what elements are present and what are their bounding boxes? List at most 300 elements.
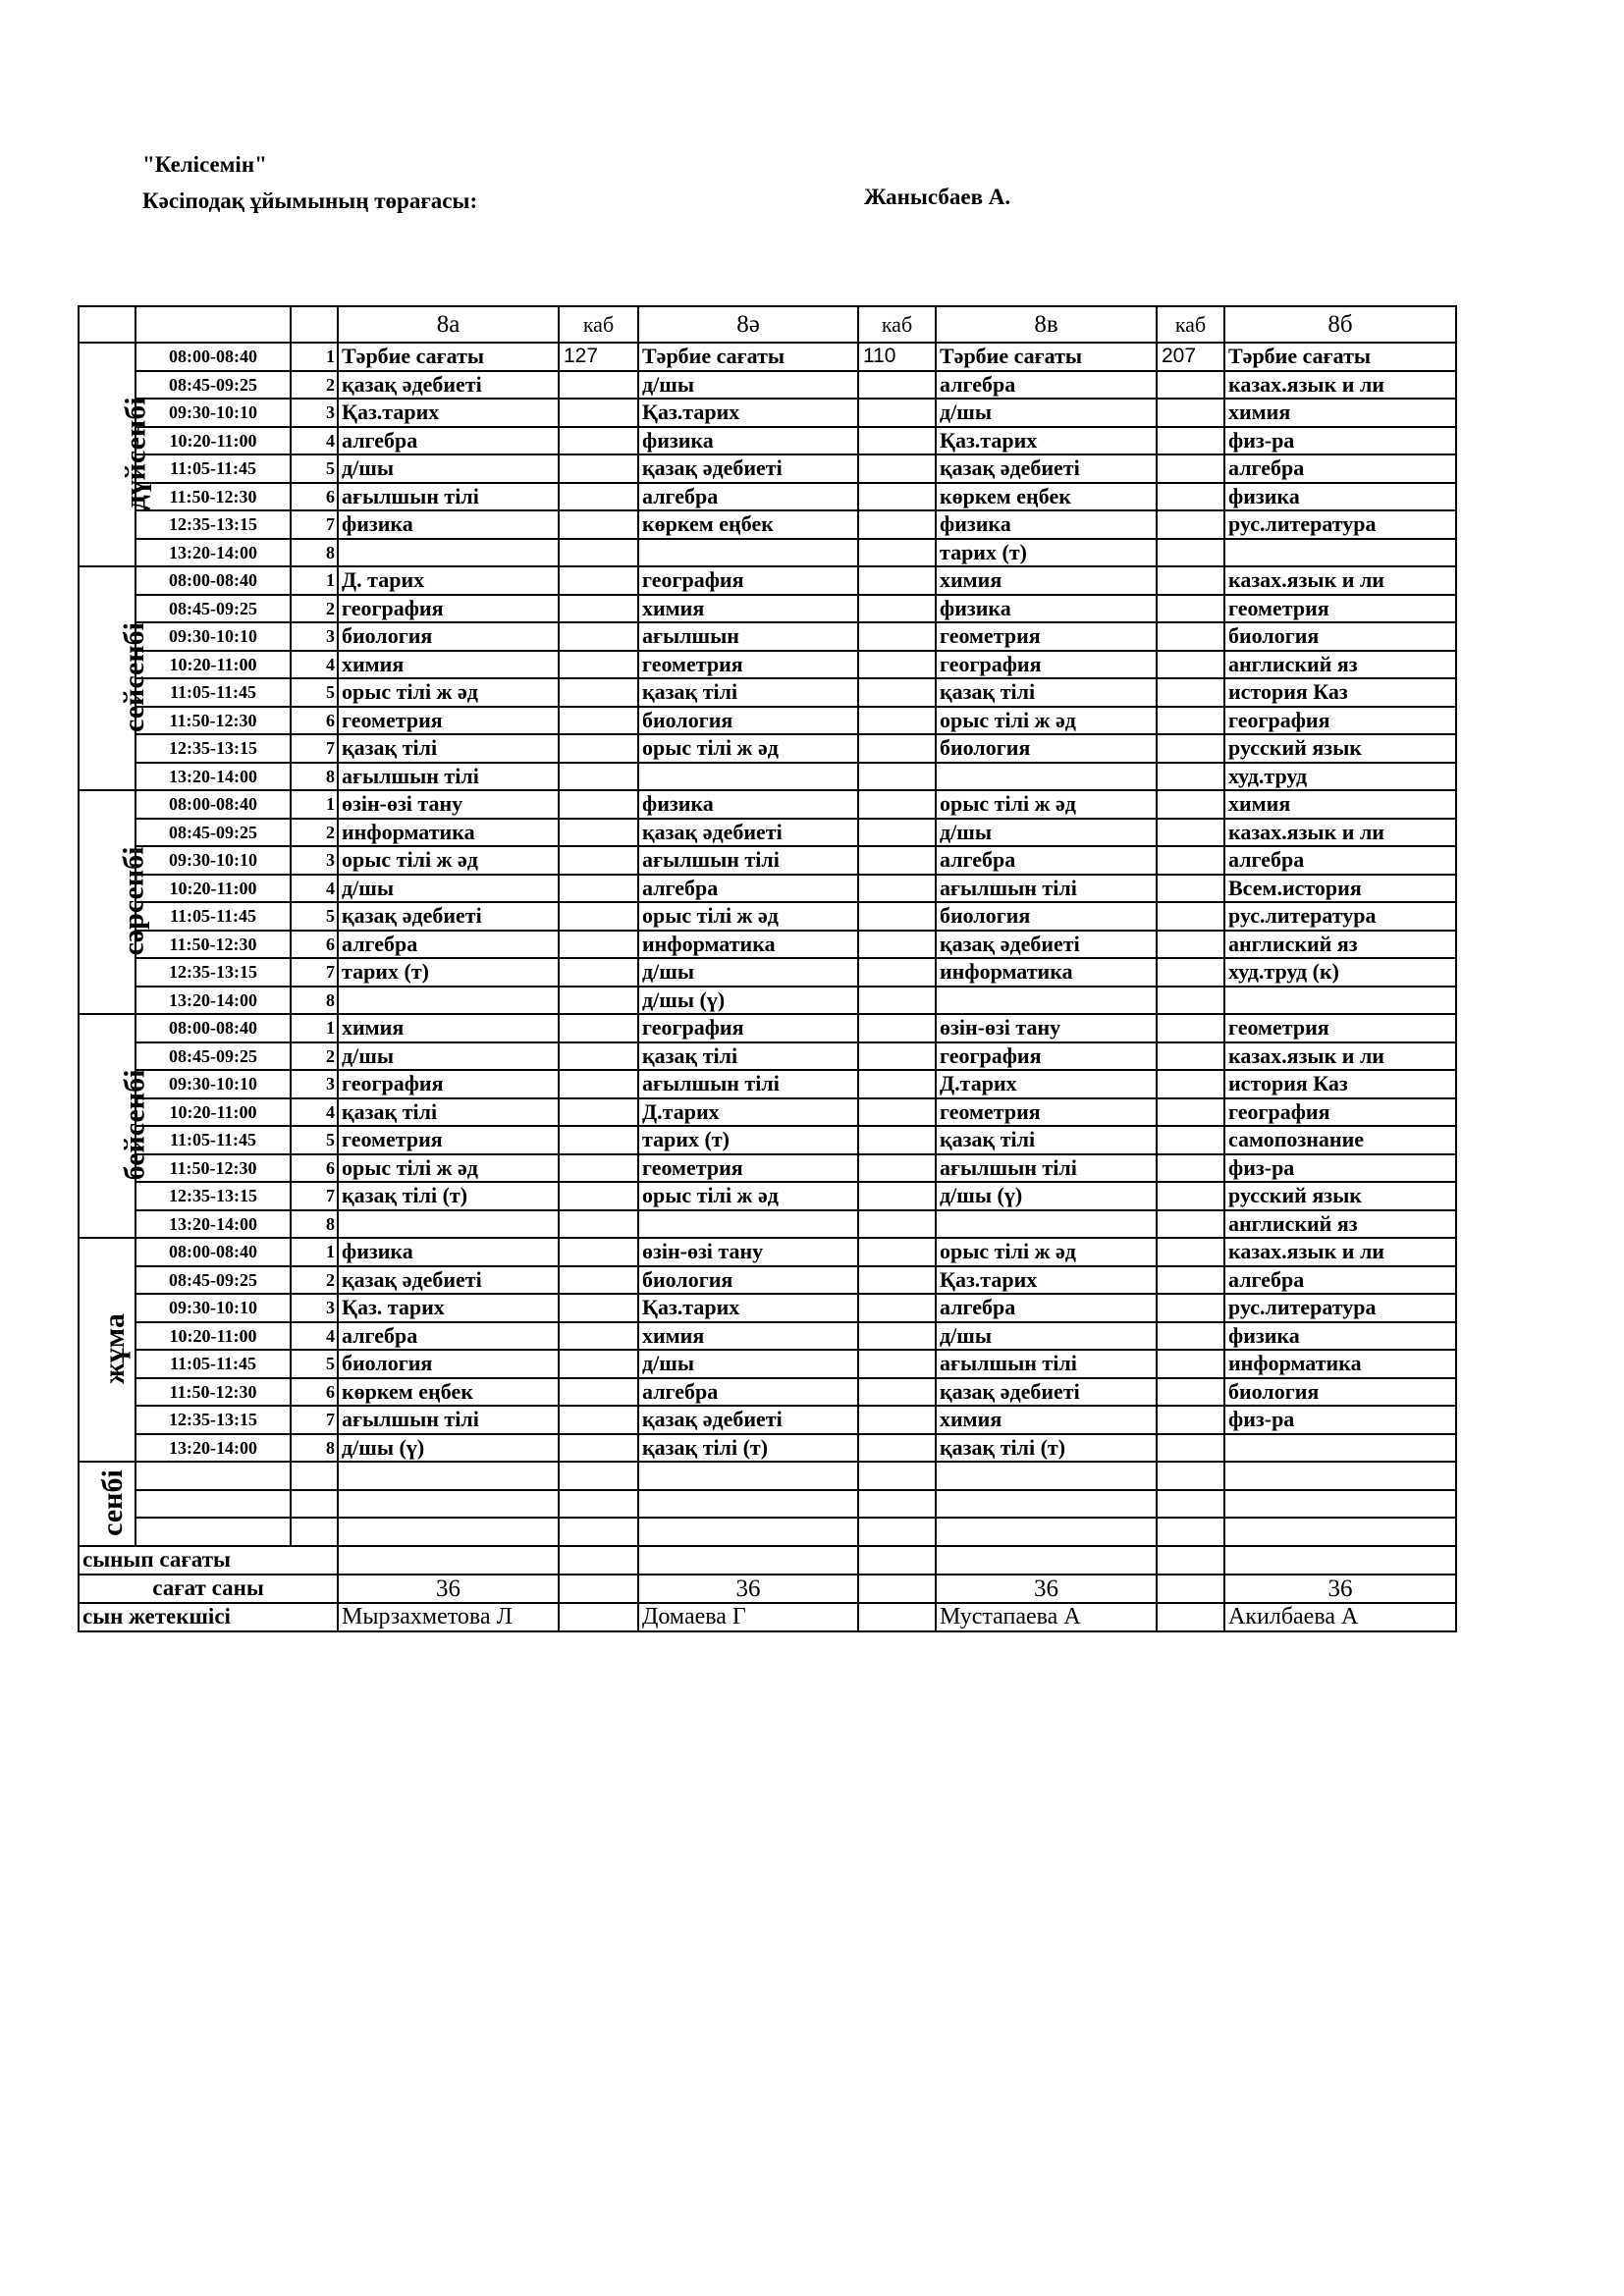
lesson-time: 08:45-09:25	[135, 1042, 291, 1071]
lesson-cell: қазақ тілі (т)	[338, 1182, 559, 1210]
room-cell	[559, 1182, 638, 1210]
room-cell	[858, 651, 936, 679]
room-cell	[559, 566, 638, 595]
empty-cell	[135, 1518, 291, 1546]
room-cell	[559, 510, 638, 539]
lesson-cell: Қаз.тарих	[638, 1294, 858, 1322]
lesson-row	[79, 622, 1456, 651]
room-cell	[559, 1014, 638, 1042]
lesson-cell: информатика	[936, 958, 1157, 987]
hours-count: 36	[638, 1575, 858, 1603]
room-cell	[858, 1266, 936, 1295]
lesson-cell: англиский яз	[1224, 931, 1456, 959]
room-cell	[858, 1126, 936, 1154]
room-cell	[858, 371, 936, 400]
hours-row	[79, 1575, 1456, 1603]
room-cell	[559, 846, 638, 875]
lesson-cell	[936, 763, 1157, 791]
hours-count: 36	[338, 1575, 559, 1603]
room-cell	[1157, 622, 1224, 651]
lesson-cell	[338, 987, 559, 1015]
lesson-row	[79, 707, 1456, 735]
room-cell	[559, 1266, 638, 1295]
room-cell	[559, 819, 638, 847]
room-cell	[559, 763, 638, 791]
empty-cell	[858, 1518, 936, 1546]
room-cell	[858, 707, 936, 735]
lesson-row	[79, 1294, 1456, 1322]
lesson-number: 4	[291, 1098, 338, 1127]
lesson-cell: Тәрбие сағаты	[1224, 343, 1456, 371]
lesson-cell: русский язык	[1224, 734, 1456, 763]
lesson-row	[79, 678, 1456, 707]
empty-cell	[559, 1490, 638, 1519]
lesson-cell: ағылшын тілі	[936, 1350, 1157, 1378]
room-cell	[559, 1154, 638, 1183]
lesson-number: 7	[291, 1406, 338, 1434]
room-cell	[1157, 454, 1224, 483]
room-cell	[1157, 1238, 1224, 1266]
lesson-cell: алгебра	[638, 1378, 858, 1407]
room-cell	[559, 622, 638, 651]
lesson-number: 4	[291, 875, 338, 903]
day-name: сейсенбі	[117, 622, 150, 732]
lesson-time: 11:50-12:30	[135, 1378, 291, 1407]
room-cell	[1157, 1294, 1224, 1322]
empty-cell	[1157, 1462, 1224, 1490]
room-cell	[858, 1350, 936, 1378]
room-cell	[858, 819, 936, 847]
empty-cell	[936, 1518, 1157, 1546]
lesson-cell: қазақ әдебиеті	[936, 1378, 1157, 1407]
lesson-cell: д/шы	[936, 819, 1157, 847]
lesson-cell: д/шы	[338, 454, 559, 483]
room-cell	[559, 651, 638, 679]
lesson-cell: алгебра	[638, 483, 858, 511]
lesson-cell: тарих (т)	[936, 539, 1157, 567]
lesson-time: 12:35-13:15	[135, 510, 291, 539]
lesson-cell: география	[1224, 1098, 1456, 1127]
lesson-time: 10:20-11:00	[135, 875, 291, 903]
lesson-row	[79, 427, 1456, 455]
lesson-number: 6	[291, 1378, 338, 1407]
lesson-number: 1	[291, 566, 338, 595]
empty-cell	[291, 1490, 338, 1519]
lesson-row	[79, 566, 1456, 595]
empty-cell	[559, 1603, 638, 1631]
room-cell	[1157, 1098, 1224, 1127]
class-teacher: Акилбаева А	[1224, 1603, 1456, 1631]
header-cell-time	[135, 306, 291, 343]
room-cell	[858, 622, 936, 651]
lesson-time: 10:20-11:00	[135, 1098, 291, 1127]
lesson-row	[79, 539, 1456, 567]
empty-cell	[858, 1575, 936, 1603]
room-cell	[858, 1182, 936, 1210]
lesson-cell: биология	[936, 902, 1157, 931]
room-cell	[1157, 678, 1224, 707]
lesson-cell: д/шы (ү)	[638, 987, 858, 1015]
lesson-number: 3	[291, 1070, 338, 1098]
room-cell	[1157, 875, 1224, 903]
lesson-cell: информатика	[1224, 1350, 1456, 1378]
lesson-number: 8	[291, 763, 338, 791]
lesson-cell: ағылшын	[638, 622, 858, 651]
lesson-number: 3	[291, 622, 338, 651]
lesson-time: 08:45-09:25	[135, 1266, 291, 1295]
lesson-cell: рус.литература	[1224, 1294, 1456, 1322]
room-cell	[858, 958, 936, 987]
empty-cell	[559, 1518, 638, 1546]
lesson-cell: химия	[638, 1322, 858, 1351]
day-label	[79, 1462, 135, 1546]
room-cell	[1157, 987, 1224, 1015]
header-class-8b: 8б	[1224, 306, 1456, 343]
room-cell: 127	[559, 343, 638, 371]
lesson-number: 6	[291, 931, 338, 959]
room-cell	[1157, 399, 1224, 427]
lesson-time: 08:00-08:40	[135, 790, 291, 819]
lesson-row	[79, 454, 1456, 483]
union-chair-name: Жанысбаев А.	[864, 185, 1011, 209]
empty-cell	[638, 1462, 858, 1490]
lesson-cell: қазақ тілі	[638, 678, 858, 707]
lesson-row	[79, 1014, 1456, 1042]
day-label	[79, 1014, 151, 1238]
room-cell	[1157, 819, 1224, 847]
room-cell	[559, 1042, 638, 1071]
lesson-row	[79, 875, 1456, 903]
lesson-cell: физика	[1224, 1322, 1456, 1351]
lesson-cell: биология	[1224, 622, 1456, 651]
lesson-cell	[638, 539, 858, 567]
lesson-row	[79, 1322, 1456, 1351]
room-cell	[1157, 763, 1224, 791]
lesson-row	[79, 1126, 1456, 1154]
lesson-cell: қазақ әдебиеті	[338, 1266, 559, 1295]
lesson-cell: физика	[638, 790, 858, 819]
lesson-number: 7	[291, 958, 338, 987]
lesson-cell: химия	[936, 566, 1157, 595]
room-cell	[858, 931, 936, 959]
lesson-row	[79, 931, 1456, 959]
lesson-cell: қазақ тілі	[338, 734, 559, 763]
room-cell	[559, 734, 638, 763]
lesson-cell: қазақ тілі	[338, 1098, 559, 1127]
day-name: сенбі	[95, 1468, 129, 1536]
lesson-cell: Д.тарих	[638, 1098, 858, 1127]
lesson-cell: геометрия	[936, 622, 1157, 651]
lesson-time: 13:20-14:00	[135, 1210, 291, 1239]
lesson-cell: казах.язык и ли	[1224, 371, 1456, 400]
lesson-cell: география	[936, 1042, 1157, 1071]
empty-cell	[1157, 1575, 1224, 1603]
lesson-number: 2	[291, 1042, 338, 1071]
lesson-row	[79, 1042, 1456, 1071]
lesson-cell: Қаз.тарих	[638, 399, 858, 427]
lesson-cell: физика	[638, 427, 858, 455]
empty-cell	[338, 1462, 559, 1490]
lesson-cell: ағылшын тілі	[338, 483, 559, 511]
empty-cell	[559, 1546, 638, 1575]
lesson-time: 08:00-08:40	[135, 1238, 291, 1266]
lesson-cell: Тәрбие сағаты	[638, 343, 858, 371]
lesson-number: 3	[291, 1294, 338, 1322]
lesson-cell: геометрия	[338, 1126, 559, 1154]
lesson-cell: биология	[338, 1350, 559, 1378]
lesson-cell: қазақ әдебиеті	[936, 454, 1157, 483]
room-cell	[1157, 371, 1224, 400]
header-cell-num	[291, 306, 338, 343]
class-teacher: Домаева Г	[638, 1603, 858, 1631]
lesson-cell: англиский яз	[1224, 1210, 1456, 1239]
lesson-cell: худ.труд	[1224, 763, 1456, 791]
room-cell	[559, 399, 638, 427]
lesson-cell: қазақ әдебиеті	[338, 371, 559, 400]
lesson-cell: география	[936, 651, 1157, 679]
room-cell	[559, 1070, 638, 1098]
room-cell	[1157, 1322, 1224, 1351]
room-cell	[858, 875, 936, 903]
lesson-cell: қазақ тілі (т)	[936, 1434, 1157, 1463]
lesson-cell: өзін-өзі тану	[338, 790, 559, 819]
lesson-number: 5	[291, 454, 338, 483]
room-cell	[1157, 1210, 1224, 1239]
lesson-row	[79, 1434, 1456, 1463]
room-cell	[1157, 931, 1224, 959]
lesson-cell: география	[638, 1014, 858, 1042]
lesson-cell: Қаз.тарих	[936, 1266, 1157, 1295]
lesson-number: 4	[291, 427, 338, 455]
teacher-label: сын жетекшісі	[79, 1603, 338, 1631]
room-cell	[559, 1126, 638, 1154]
empty-cell	[858, 1462, 936, 1490]
lesson-cell: биология	[1224, 1378, 1456, 1407]
lesson-row	[79, 1238, 1456, 1266]
lesson-time: 13:20-14:00	[135, 539, 291, 567]
lesson-cell: физика	[936, 595, 1157, 623]
lesson-time: 12:35-13:15	[135, 958, 291, 987]
lesson-number: 1	[291, 790, 338, 819]
empty-cell	[638, 1546, 858, 1575]
empty-cell	[936, 1546, 1157, 1575]
room-cell	[559, 427, 638, 455]
header-cell-day	[79, 306, 135, 343]
room-cell	[1157, 483, 1224, 511]
lesson-cell: орыс тілі ж әд	[638, 734, 858, 763]
room-cell	[559, 539, 638, 567]
lesson-cell: география	[1224, 707, 1456, 735]
day-name: сәрсенбі	[117, 846, 150, 956]
room-cell	[1157, 958, 1224, 987]
lesson-cell: д/шы	[338, 1042, 559, 1071]
lesson-cell: алгебра	[936, 371, 1157, 400]
room-cell	[559, 1378, 638, 1407]
lesson-row	[79, 1070, 1456, 1098]
room-cell	[858, 987, 936, 1015]
lesson-number: 6	[291, 707, 338, 735]
lesson-cell: орыс тілі ж әд	[936, 707, 1157, 735]
lesson-number: 5	[291, 1350, 338, 1378]
lesson-cell: геометрия	[936, 1098, 1157, 1127]
lesson-number: 1	[291, 343, 338, 371]
lesson-time: 09:30-10:10	[135, 622, 291, 651]
lesson-cell: Всем.история	[1224, 875, 1456, 903]
lesson-time: 09:30-10:10	[135, 1070, 291, 1098]
room-cell	[858, 902, 936, 931]
lesson-number: 6	[291, 1154, 338, 1183]
lesson-cell: өзін-өзі тану	[936, 1014, 1157, 1042]
lesson-time: 08:00-08:40	[135, 1014, 291, 1042]
lesson-cell: физ-ра	[1224, 1406, 1456, 1434]
lesson-cell: геометрия	[1224, 595, 1456, 623]
lesson-cell: геометрия	[638, 651, 858, 679]
room-cell	[1157, 1350, 1224, 1378]
lesson-number: 3	[291, 846, 338, 875]
room-cell	[858, 566, 936, 595]
lesson-cell: қазақ әдебиеті	[638, 819, 858, 847]
empty-cell	[338, 1490, 559, 1519]
lesson-cell: орыс тілі ж әд	[936, 790, 1157, 819]
lesson-row	[79, 790, 1456, 819]
lesson-number: 2	[291, 819, 338, 847]
lesson-cell: д/шы	[936, 399, 1157, 427]
room-cell	[559, 875, 638, 903]
lesson-cell: информатика	[338, 819, 559, 847]
lesson-row	[79, 987, 1456, 1015]
room-cell	[1157, 427, 1224, 455]
lesson-number: 1	[291, 1238, 338, 1266]
lesson-number: 6	[291, 483, 338, 511]
room-cell	[858, 1014, 936, 1042]
lesson-cell: д/шы	[638, 1350, 858, 1378]
room-cell	[559, 483, 638, 511]
room-cell	[858, 846, 936, 875]
empty-cell	[936, 1490, 1157, 1519]
empty-cell	[638, 1490, 858, 1519]
lesson-cell: алгебра	[1224, 454, 1456, 483]
lesson-number: 2	[291, 1266, 338, 1295]
room-cell	[559, 987, 638, 1015]
lesson-cell: д/шы	[638, 371, 858, 400]
lesson-cell: көркем еңбек	[338, 1378, 559, 1407]
room-cell	[559, 371, 638, 400]
lesson-cell: ағылшын тілі	[936, 1154, 1157, 1183]
lesson-row	[79, 343, 1456, 371]
lesson-cell: алгебра	[936, 846, 1157, 875]
day-name: дүйсенбі	[119, 397, 152, 510]
lesson-cell: алгебра	[338, 931, 559, 959]
lesson-cell: англиский яз	[1224, 651, 1456, 679]
lesson-time: 11:50-12:30	[135, 707, 291, 735]
room-cell	[858, 427, 936, 455]
room-cell	[858, 1378, 936, 1407]
approval-heading: "Келісемін"	[142, 152, 267, 177]
lesson-cell: орыс тілі ж әд	[638, 1182, 858, 1210]
lesson-cell: химия	[1224, 790, 1456, 819]
lesson-cell: химия	[338, 1014, 559, 1042]
room-cell	[1157, 651, 1224, 679]
room-cell	[1157, 902, 1224, 931]
room-cell	[858, 454, 936, 483]
header-kab: каб	[858, 306, 936, 343]
lesson-cell: Қаз. тарих	[338, 1294, 559, 1322]
class-hour-label: сынып сағаты	[79, 1546, 338, 1575]
lesson-cell: физика	[936, 510, 1157, 539]
header-class-8ae: 8ә	[638, 306, 858, 343]
lesson-cell: алгебра	[936, 1294, 1157, 1322]
lesson-time: 11:05-11:45	[135, 454, 291, 483]
lesson-cell: д/шы (ү)	[936, 1182, 1157, 1210]
lesson-cell: көркем еңбек	[936, 483, 1157, 511]
lesson-time: 10:20-11:00	[135, 651, 291, 679]
lesson-time: 08:00-08:40	[135, 343, 291, 371]
header-class-8a: 8а	[338, 306, 559, 343]
room-cell	[559, 1098, 638, 1127]
class-teacher: Мырзахметова Л	[338, 1603, 559, 1631]
lesson-row	[79, 958, 1456, 987]
room-cell	[1157, 1014, 1224, 1042]
room-cell	[858, 1434, 936, 1463]
room-cell: 110	[858, 343, 936, 371]
empty-cell	[1157, 1490, 1224, 1519]
room-cell	[1157, 1070, 1224, 1098]
lesson-time: 08:45-09:25	[135, 371, 291, 400]
day-label	[79, 566, 150, 790]
lesson-cell: Тәрбие сағаты	[936, 343, 1157, 371]
lesson-number: 3	[291, 399, 338, 427]
room-cell	[559, 678, 638, 707]
empty-cell	[638, 1518, 858, 1546]
empty-cell	[1157, 1546, 1224, 1575]
room-cell	[858, 763, 936, 791]
lesson-number: 7	[291, 510, 338, 539]
lesson-cell: Д. тарих	[338, 566, 559, 595]
lesson-cell: рус.литература	[1224, 902, 1456, 931]
lesson-time: 09:30-10:10	[135, 399, 291, 427]
day-label	[79, 343, 152, 566]
lesson-time: 11:50-12:30	[135, 931, 291, 959]
lesson-cell: химия	[936, 1406, 1157, 1434]
empty-cell	[338, 1546, 559, 1575]
room-cell	[1157, 1182, 1224, 1210]
day-label	[79, 1238, 135, 1462]
lesson-cell: алгебра	[1224, 1266, 1456, 1295]
lesson-cell: казах.язык и ли	[1224, 1238, 1456, 1266]
room-cell	[858, 1098, 936, 1127]
lesson-cell	[638, 1210, 858, 1239]
lesson-time: 09:30-10:10	[135, 846, 291, 875]
lesson-cell: ағылшын тілі	[338, 763, 559, 791]
hours-label: сағат саны	[79, 1575, 338, 1603]
lesson-time: 12:35-13:15	[135, 734, 291, 763]
day-label	[79, 790, 150, 1014]
lesson-cell: алгебра	[638, 875, 858, 903]
lesson-cell: геометрия	[338, 707, 559, 735]
lesson-cell: алгебра	[338, 1322, 559, 1351]
lesson-cell: орыс тілі ж әд	[338, 846, 559, 875]
lesson-cell: д/шы	[936, 1322, 1157, 1351]
room-cell	[858, 539, 936, 567]
lesson-number: 4	[291, 1322, 338, 1351]
room-cell	[858, 595, 936, 623]
lesson-cell: алгебра	[338, 427, 559, 455]
lesson-cell: биология	[338, 622, 559, 651]
lesson-time: 09:30-10:10	[135, 1294, 291, 1322]
lesson-row	[79, 902, 1456, 931]
lesson-cell: қазақ тілі	[638, 1042, 858, 1071]
room-cell	[858, 399, 936, 427]
